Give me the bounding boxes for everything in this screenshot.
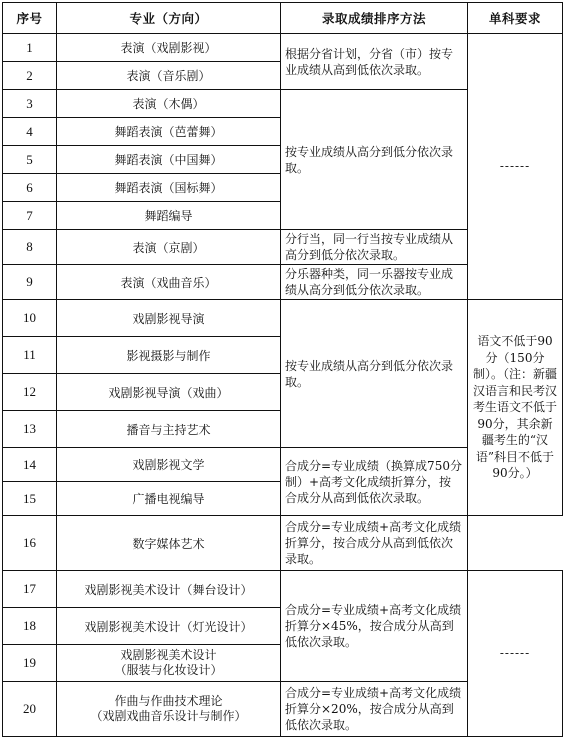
row-number: 5 bbox=[3, 146, 57, 174]
major-name: 戏剧影视导演（戏曲） bbox=[57, 374, 281, 411]
major-name: 戏剧影视导演 bbox=[57, 300, 281, 337]
row-number: 1 bbox=[3, 34, 57, 62]
table-row bbox=[3, 516, 563, 571]
row-number: 2 bbox=[3, 62, 57, 90]
header-no: 序号 bbox=[3, 3, 57, 34]
header-major: 专业（方向） bbox=[57, 3, 281, 34]
major-name: 播音与主持艺术 bbox=[57, 411, 281, 448]
header-requirement: 单科要求 bbox=[468, 3, 563, 34]
row-number: 3 bbox=[3, 90, 57, 118]
major-name: 表演（木偶） bbox=[57, 90, 281, 118]
major-name: 舞蹈表演（国标舞） bbox=[57, 174, 281, 202]
row-number: 12 bbox=[3, 374, 57, 411]
requirement-text: ------ bbox=[499, 646, 531, 661]
method-cell: 合成分=专业成绩（换算成750分制）+高考文化成绩折算分，按合成分从高到低依次录取。 bbox=[281, 448, 468, 516]
table-row bbox=[3, 300, 563, 337]
method-cell: 合成分=专业成绩+高考文化成绩折算分×45%，按合成分从高到低依次录取。 bbox=[281, 571, 468, 682]
method-cell: 分行当，同一行当按专业成绩从高分到低分依次录取。 bbox=[281, 230, 468, 265]
requirement-text: ------ bbox=[499, 159, 531, 174]
row-number: 20 bbox=[3, 682, 57, 737]
table-row bbox=[3, 34, 563, 62]
major-name-line2: （戏剧戏曲音乐设计与制作） bbox=[90, 709, 247, 723]
major-name bbox=[57, 682, 281, 737]
row-number: 6 bbox=[3, 174, 57, 202]
major-name bbox=[57, 645, 281, 682]
table-row bbox=[3, 571, 563, 608]
major-name: 表演（戏剧影视） bbox=[57, 34, 281, 62]
method-cell: 合成分=专业成绩+高考文化成绩折算分×20%，按合成分从高到低依次录取。 bbox=[281, 682, 468, 737]
method-cell: 根据分省计划，分省（市）按专业成绩从高到低依次录取。 bbox=[281, 34, 468, 90]
row-number: 17 bbox=[3, 571, 57, 608]
row-number: 18 bbox=[3, 608, 57, 645]
header-row bbox=[3, 3, 563, 34]
row-number: 4 bbox=[3, 118, 57, 146]
major-name: 表演（音乐剧） bbox=[57, 62, 281, 90]
row-number: 10 bbox=[3, 300, 57, 337]
method-cell: 分乐器种类，同一乐器按专业成绩从高分到低分依次录取。 bbox=[281, 265, 468, 300]
major-name: 表演（京剧） bbox=[57, 230, 281, 265]
major-name: 影视摄影与制作 bbox=[57, 337, 281, 374]
major-name-line2: （服装与化妆设计） bbox=[114, 663, 223, 677]
row-number: 11 bbox=[3, 337, 57, 374]
admission-table bbox=[2, 2, 563, 737]
row-number: 16 bbox=[3, 516, 57, 571]
major-name: 戏剧影视文学 bbox=[57, 448, 281, 482]
row-number: 9 bbox=[3, 265, 57, 300]
major-name: 数字媒体艺术 bbox=[57, 516, 281, 571]
requirement-cell: 语文不低于90分（150分制）。（注：新疆汉语言和民考汉考生语文不低于90分，其余新疆考生的“汉语”科目不低于90分。） bbox=[468, 300, 563, 516]
method-cell: 按专业成绩从高分到低分依次录取。 bbox=[281, 300, 468, 448]
major-name: 戏剧影视美术设计（灯光设计） bbox=[57, 608, 281, 645]
row-number: 14 bbox=[3, 448, 57, 482]
major-name: 舞蹈编导 bbox=[57, 202, 281, 230]
requirement-cell bbox=[468, 571, 563, 737]
requirement-cell bbox=[468, 34, 563, 300]
row-number: 8 bbox=[3, 230, 57, 265]
major-name-line1: 作曲与作曲技术理论 bbox=[114, 694, 223, 708]
major-name: 表演（戏曲音乐） bbox=[57, 265, 281, 300]
row-number: 15 bbox=[3, 482, 57, 516]
major-name: 舞蹈表演（中国舞） bbox=[57, 146, 281, 174]
row-number: 19 bbox=[3, 645, 57, 682]
major-name: 戏剧影视美术设计（舞台设计） bbox=[57, 571, 281, 608]
header-method: 录取成绩排序方法 bbox=[281, 3, 468, 34]
row-number: 7 bbox=[3, 202, 57, 230]
major-name-line1: 戏剧影视美术设计 bbox=[120, 648, 217, 662]
major-name: 广播电视编导 bbox=[57, 482, 281, 516]
row-number: 13 bbox=[3, 411, 57, 448]
major-name: 舞蹈表演（芭蕾舞） bbox=[57, 118, 281, 146]
method-cell: 按专业成绩从高分到低分依次录取。 bbox=[281, 90, 468, 230]
method-cell: 合成分=专业成绩+高考文化成绩折算分，按合成分从高到低依次录取。 bbox=[281, 516, 468, 571]
